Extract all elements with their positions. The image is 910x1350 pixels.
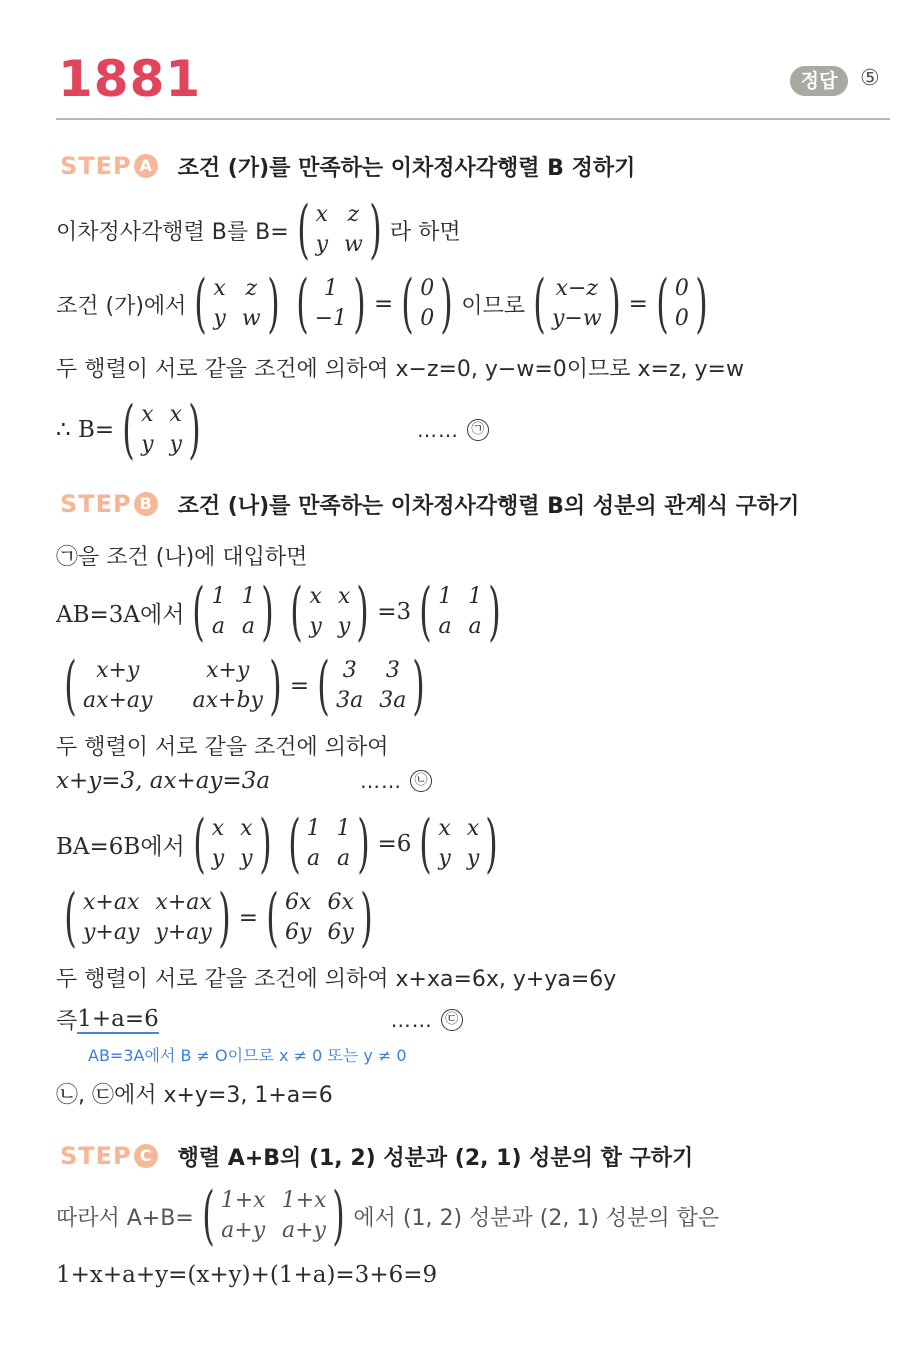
matrix-entries — [211, 582, 255, 642]
matrix-entry: a+y — [221, 1218, 266, 1243]
matrix — [650, 267, 714, 341]
left-paren: ( — [656, 267, 669, 341]
left-paren: ( — [401, 267, 415, 341]
matrix-entry: a — [211, 614, 225, 639]
matrix-entry: x — [466, 816, 480, 841]
matrix-entry: 6y — [285, 920, 312, 945]
matrix — [188, 267, 285, 341]
left-paren: ( — [122, 393, 135, 467]
matrix — [116, 393, 207, 467]
right-paren: ) — [695, 267, 708, 341]
matrix-entry: y — [211, 846, 225, 871]
step-badge: B — [134, 492, 158, 516]
ellipsis: …… — [390, 1007, 433, 1032]
matrix-entry: ax+by — [192, 688, 263, 713]
matrix-entry: y — [141, 432, 154, 457]
matrix-entry: z — [347, 202, 360, 227]
matrix-entry: 1 — [336, 816, 351, 841]
matrix-entries — [438, 814, 479, 874]
matrix — [527, 267, 627, 341]
matrix-entry: x+y — [96, 658, 140, 683]
right-paren: ) — [412, 649, 426, 723]
step-title: 행렬 A+B의 (1, 2) 성분과 (2, 1) 성분의 합 구하기 — [177, 1145, 694, 1171]
left-paren: ( — [192, 575, 206, 649]
matrix-entry: 1 — [438, 584, 453, 609]
text: x+y=3, ax+ay=3a — [56, 768, 271, 794]
matrix-entries — [675, 274, 689, 334]
matrix-entries — [309, 582, 350, 642]
matrix-entry: 0 — [674, 306, 689, 331]
solution-line — [56, 575, 509, 649]
solution-line — [56, 768, 432, 794]
matrix-entry: 1+x — [220, 1188, 266, 1213]
solution-line — [56, 393, 489, 467]
matrix-entry: y+ay — [82, 920, 140, 945]
matrix-entry: y — [213, 306, 226, 331]
text: 두 행렬이 서로 같을 조건에 의하여 x+xa=6x, y+ya=6y — [56, 967, 617, 992]
solution-line — [56, 193, 461, 267]
left-paren: ( — [295, 267, 309, 341]
matrix-entry: x — [169, 402, 182, 427]
left-paren: ( — [194, 267, 208, 341]
step-a-heading — [60, 146, 635, 186]
text: 이차정사각행렬 B를 B= — [56, 219, 289, 245]
matrix-entries — [307, 814, 351, 874]
matrix-entry: 1 — [323, 276, 338, 301]
left-paren: ( — [287, 807, 301, 881]
solution-line: ( x+y x+y ax+ay ax+by ) = ( 3 3 3a 3a ) — [56, 654, 433, 718]
matrix-entry: 1 — [468, 584, 483, 609]
solution-line: 조건 (가)에서 ( x z y w ) ( 1 −1 ) = ( 0 0 ) 이므로 ( x−z y−w ) = ( 0 0 ) — [56, 272, 716, 336]
matrix — [260, 881, 379, 955]
answer-value: ⑤ — [860, 66, 880, 91]
solution-line — [56, 1262, 437, 1288]
equation-marker: ㉡ — [410, 770, 432, 792]
right-paren: ) — [353, 267, 366, 341]
left-paren: ( — [266, 881, 279, 955]
left-paren: ( — [296, 193, 310, 267]
matrix-entry: x — [211, 816, 225, 841]
matrix-entry: a — [468, 614, 482, 639]
matrix-entry: 6y — [327, 920, 354, 945]
text: 조건 (가)에서 — [56, 293, 187, 319]
matrix — [290, 267, 372, 341]
matrix-entry: 0 — [674, 276, 689, 301]
step-badge: C — [134, 1144, 158, 1168]
matrix-entries — [212, 814, 253, 874]
matrix-entry: x — [337, 584, 351, 609]
text: =6 — [377, 831, 412, 857]
matrix-entry: x+ax — [82, 890, 140, 915]
left-paren: ( — [290, 575, 304, 649]
matrix — [413, 807, 504, 881]
matrix-entry: x — [213, 276, 226, 301]
matrix-entry: −1 — [314, 306, 348, 331]
step-badge: A — [134, 154, 158, 178]
left-paren: ( — [193, 807, 206, 881]
matrix-entry: 3a — [336, 688, 364, 713]
matrix-entry: y+ay — [155, 920, 212, 945]
right-paren: ) — [360, 881, 373, 955]
text: 즉 — [56, 1009, 78, 1034]
step-title: 조건 (가)를 만족하는 이차정사각행렬 B 정하기 — [177, 155, 636, 181]
matrix-entry: 3 — [385, 658, 400, 683]
ellipsis: …… — [416, 418, 459, 442]
matrix-entry: 1+x — [281, 1188, 327, 1213]
matrix-entries — [285, 888, 354, 948]
matrix-entries — [83, 888, 212, 948]
text: 따라서 A+B= — [56, 1205, 194, 1231]
matrix-entry: x — [315, 202, 329, 227]
matrix-entry: a — [241, 614, 255, 639]
right-paren: ) — [356, 575, 369, 649]
matrix-entry: a+y — [282, 1218, 326, 1243]
matrix-entry: z — [245, 276, 258, 301]
matrix-entry: y — [240, 846, 253, 871]
solution-line — [56, 807, 506, 881]
right-paren: ) — [607, 267, 621, 341]
text: ∴ B= — [56, 417, 115, 443]
right-paren: ) — [261, 575, 275, 649]
left-paren: ( — [533, 267, 546, 341]
solution-line — [56, 1078, 333, 1109]
side-note: AB=3A에서 B ≠ O이므로 x ≠ 0 또는 y ≠ 0 — [88, 1046, 407, 1065]
matrix-entry: x+y — [206, 658, 250, 683]
text: 이므로 — [461, 293, 525, 319]
matrix-entry: x−z — [555, 276, 599, 301]
right-paren: ) — [356, 807, 370, 881]
right-paren: ) — [188, 393, 201, 467]
text: BA=6B에서 — [56, 833, 185, 860]
step-label: STEP — [60, 1142, 132, 1170]
left-paren: ( — [64, 649, 77, 723]
matrix-entries — [552, 274, 602, 334]
highlighted-equation: 1+a=6 — [77, 1005, 159, 1032]
matrix-entry: 1 — [211, 584, 226, 609]
matrix-entry: 3a — [379, 688, 407, 713]
text: 라 하면 — [389, 219, 461, 245]
matrix-entry: a — [336, 846, 351, 871]
matrix-entry: 3 — [342, 658, 357, 683]
solution-line — [56, 1004, 463, 1035]
matrix-entries — [221, 1186, 327, 1246]
text: 두 행렬이 서로 같을 조건에 의하여 x−z=0, y−w=0이므로 x=z, y=w — [56, 357, 744, 382]
equation-marker: ㉠ — [467, 419, 489, 441]
matrix-entry: x — [240, 816, 253, 841]
left-paren: ( — [202, 1179, 215, 1253]
right-paren: ) — [485, 807, 498, 881]
header-divider — [56, 118, 890, 120]
matrix-entry: y — [337, 614, 351, 639]
right-paren: ) — [332, 1179, 346, 1253]
solution-line — [56, 962, 616, 993]
solution-line — [56, 352, 744, 383]
matrix-entry: 0 — [420, 276, 435, 301]
matrix-entry: 6x — [285, 890, 312, 915]
matrix-entry: y — [466, 846, 480, 871]
matrix-entry: a — [306, 846, 321, 871]
matrix — [413, 575, 507, 649]
matrix-entry: ax+ay — [82, 688, 153, 713]
right-paren: ) — [488, 575, 501, 649]
matrix — [196, 1179, 352, 1253]
matrix-entry: x — [309, 584, 322, 609]
matrix-entry: x — [438, 816, 451, 841]
right-paren: ) — [269, 649, 282, 723]
matrix-entry: x+ax — [155, 890, 212, 915]
solution-line — [56, 730, 389, 761]
answer-badge: 정답 — [790, 66, 848, 96]
matrix-entry: w — [241, 306, 261, 331]
matrix-entry: y — [315, 232, 329, 257]
problem-number: 1881 — [58, 50, 202, 108]
matrix-entry: w — [344, 232, 363, 257]
left-paren: ( — [64, 881, 77, 955]
matrix-entries — [316, 200, 363, 260]
matrix — [187, 807, 278, 881]
matrix-entry: x — [141, 402, 154, 427]
matrix — [291, 193, 388, 267]
matrix-entries — [438, 582, 482, 642]
matrix — [311, 649, 431, 723]
matrix-entry: 1 — [241, 584, 256, 609]
equation-marker: ㉢ — [441, 1009, 463, 1031]
ellipsis: …… — [360, 769, 403, 793]
text: AB=3A에서 — [56, 601, 185, 628]
step-label: STEP — [60, 490, 132, 518]
matrix — [284, 575, 375, 649]
text: 두 행렬이 서로 같을 조건에 의하여 — [56, 735, 389, 760]
matrix-entries — [336, 656, 406, 716]
solution-line — [56, 540, 307, 571]
step-title: 조건 (나)를 만족하는 이차정사각행렬 B의 성분의 관계식 구하기 — [177, 493, 800, 519]
text: =3 — [377, 599, 412, 625]
solution-line — [56, 1179, 720, 1253]
matrix-entry: y — [169, 432, 182, 457]
step-c-heading — [60, 1136, 693, 1176]
left-paren: ( — [419, 575, 432, 649]
matrix-entry: y — [438, 846, 451, 871]
solution-line: ( x+ax x+ax y+ay y+ay ) = ( 6x 6x 6y 6y ) — [56, 886, 381, 950]
matrix-entry: a — [438, 614, 452, 639]
matrix-entries — [213, 274, 260, 334]
right-paren: ) — [218, 881, 231, 955]
left-paren: ( — [317, 649, 330, 723]
text: ㉡, ㉢에서 x+y=3, 1+a=6 — [56, 1083, 333, 1108]
matrix — [395, 267, 459, 341]
matrix-entry: 0 — [420, 306, 435, 331]
matrix-entries — [315, 274, 347, 334]
step-b-heading — [60, 484, 799, 524]
matrix-entries — [83, 656, 263, 716]
right-paren: ) — [440, 267, 453, 341]
text: 에서 (1, 2) 성분과 (2, 1) 성분의 합은 — [353, 1205, 720, 1231]
right-paren: ) — [258, 807, 272, 881]
matrix — [186, 575, 280, 649]
right-paren: ) — [369, 193, 382, 267]
step-label: STEP — [60, 152, 132, 180]
matrix-entry: y — [309, 614, 322, 639]
matrix-entry: 6x — [327, 890, 354, 915]
matrix — [58, 649, 288, 723]
matrix-entries — [141, 400, 182, 460]
left-paren: ( — [419, 807, 433, 881]
matrix-entry: y−w — [551, 306, 602, 331]
right-paren: ) — [266, 267, 280, 341]
text: 1+x+a+y=(x+y)+(1+a)=3+6=9 — [56, 1262, 438, 1288]
matrix — [282, 807, 376, 881]
matrix-entries — [420, 274, 434, 334]
matrix-entry: 1 — [306, 816, 321, 841]
text: ㉠을 조건 (나)에 대입하면 — [56, 545, 308, 570]
